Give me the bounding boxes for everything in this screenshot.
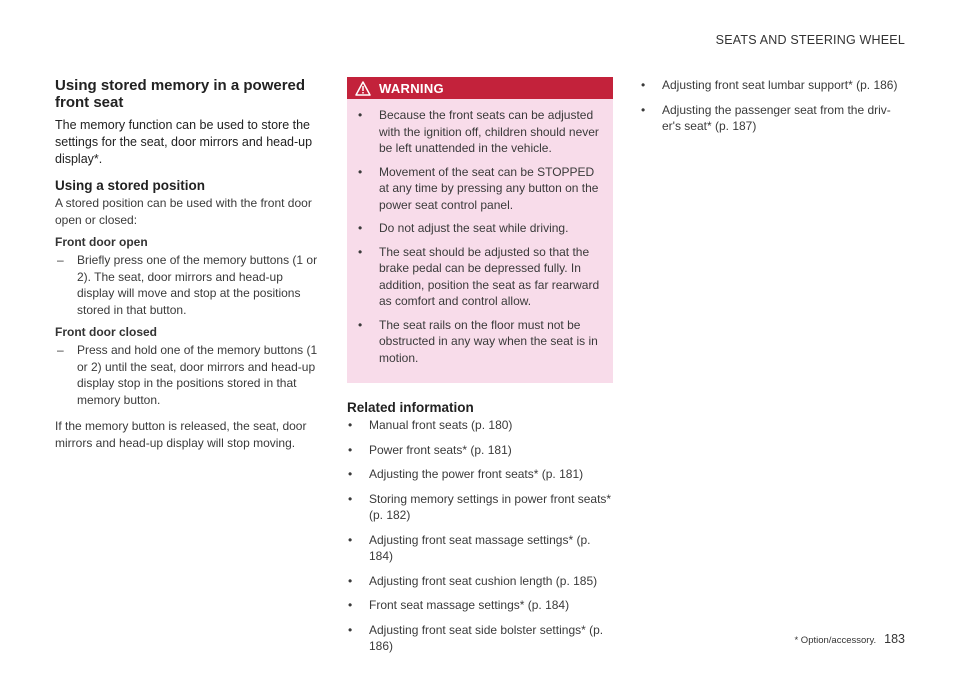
page-footer — [794, 632, 905, 646]
related-link[interactable]: • Adjusting the power front seats* (p. 181) — [347, 466, 613, 483]
related-list-continued — [640, 77, 908, 135]
footnote: * Option/accessory. — [794, 635, 877, 646]
warning-item: • The seat rails on the floor must not be obstructed in any way when the seat is in motion. — [357, 317, 603, 367]
sub-heading: Using a stored position — [55, 178, 206, 193]
related-link[interactable]: • Storing memory settings in power front seats* (p. 182) — [347, 491, 613, 524]
warning-item: • Movement of the seat can be STOPPED at any time by pressing any button on the power seat control panel. — [357, 164, 603, 214]
warning-item: • The seat should be adjusted so that the brake pedal can be depressed fully. In addition, position the seat as far rearward as comfort and control allow. — [357, 244, 603, 310]
related-link[interactable]: • Power front seats* (p. 181) — [347, 442, 613, 459]
left-column — [55, 77, 320, 451]
related-link[interactable]: • Manual front seats (p. 180) — [347, 417, 613, 434]
warning-title: WARNING — [379, 80, 444, 96]
door-open-heading: Front door open — [55, 235, 148, 249]
right-column — [640, 77, 908, 143]
intro-text: The memory function can be used to store the settings for the seat, door mirrors and head-up display*. — [55, 118, 313, 166]
middle-column — [347, 77, 613, 663]
warning-item: • Do not adjust the seat while driving. — [357, 220, 603, 237]
page-header: SEATS AND STEERING WHEEL — [715, 33, 905, 47]
door-closed-steps — [55, 342, 320, 408]
door-open-step: – Briefly press one of the memory buttons (1 or 2). The seat, door mirrors and head-up display will move and stop at the positions stored in that button. — [55, 252, 320, 318]
related-heading: Related information — [347, 400, 474, 415]
warning-list — [347, 99, 613, 366]
release-note: If the memory button is released, the seat, door mirrors and head-up display will stop moving. — [55, 419, 307, 450]
section-heading: Using stored memory in a powered front seat — [55, 77, 306, 111]
warning-header — [347, 77, 613, 99]
sub-intro-text: A stored position can be used with the front door open or closed: — [55, 196, 312, 227]
related-link[interactable]: • Adjusting the passenger seat from the driv-er's seat* (p. 187) — [640, 102, 908, 135]
related-link[interactable]: • Front seat massage settings* (p. 184) — [347, 597, 613, 614]
related-list — [347, 417, 613, 655]
door-closed-heading: Front door closed — [55, 325, 157, 339]
related-link[interactable]: • Adjusting front seat side bolster settings* (p. 186) — [347, 622, 613, 655]
related-link[interactable]: • Adjusting front seat lumbar support* (p. 186) — [640, 77, 908, 94]
page-number: 183 — [884, 632, 905, 646]
related-link[interactable]: • Adjusting front seat massage settings* (p. 184) — [347, 532, 613, 565]
door-open-steps — [55, 252, 320, 318]
related-link[interactable]: • Adjusting front seat cushion length (p. 185) — [347, 573, 613, 590]
door-closed-step: – Press and hold one of the memory buttons (1 or 2) until the seat, door mirrors and head-up display stop in the positions stored in that memory button. — [55, 342, 320, 408]
warning-box — [347, 77, 613, 383]
warning-triangle-icon — [355, 81, 371, 96]
related-information — [347, 400, 613, 655]
warning-item: • Because the front seats can be adjusted with the ignition off, children should never be left unattended in the vehicle. — [357, 107, 603, 157]
